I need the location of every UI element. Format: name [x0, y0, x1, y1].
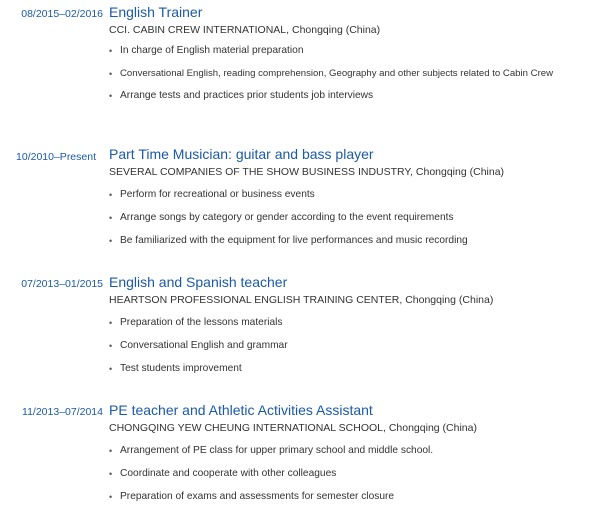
entry-date: 10/2010–Present — [16, 151, 96, 163]
entry-title: PE teacher and Athletic Activities Assistant — [109, 402, 373, 418]
list-item: • Arrange tests and practices prior students job interviews — [109, 90, 594, 102]
list-item: • Coordinate and cooperate with other colleagues — [109, 468, 594, 480]
list-item: • Preparation of the lessons materials — [109, 317, 594, 329]
entry-organization: SEVERAL COMPANIES OF THE SHOW BUSINESS INDUSTRY, Chongqing (China) — [109, 166, 505, 178]
entry-date: 07/2013–01/2015 — [21, 278, 103, 290]
list-item: • Be familiarized with the equipment for live performances and music recording — [109, 235, 594, 247]
entry-bullet-list — [109, 445, 594, 514]
entry-organization: CHONGQING YEW CHEUNG INTERNATIONAL SCHOOL, Chongqing (China) — [109, 422, 477, 434]
list-item: • Arrangement of PE class for upper primary school and middle school. — [109, 445, 594, 457]
entry-bullet-list — [109, 45, 594, 113]
list-item: • Preparation of exams and assessments for semester closure — [109, 491, 594, 503]
entry-title: English Trainer — [109, 4, 203, 20]
list-item: • Arrange songs by category or gender according to the event requirements — [109, 212, 594, 224]
entry-date: 08/2015–02/2016 — [21, 8, 103, 20]
list-item: • Test students improvement — [109, 363, 594, 375]
list-item: • Conversational English and grammar — [109, 340, 594, 352]
entry-organization: HEARTSON PROFESSIONAL ENGLISH TRAINING CENTER, Chongqing (China) — [109, 294, 494, 306]
entry-date: 11/2013–07/2014 — [22, 406, 103, 418]
entry-bullet-list — [109, 189, 594, 258]
entry-organization: CCI. CABIN CREW INTERNATIONAL, Chongqing (China) — [109, 24, 381, 36]
entry-bullet-list — [109, 317, 594, 386]
entry-title: English and Spanish teacher — [109, 274, 288, 290]
list-item: • In charge of English material preparation — [109, 45, 594, 57]
entry-title: Part Time Musician: guitar and bass player — [109, 146, 374, 162]
list-item: • Perform for recreational or business events — [109, 189, 594, 201]
list-item: • Conversational English, reading comprehension, Geography and other subjects related to Cabin Crew — [109, 68, 594, 80]
